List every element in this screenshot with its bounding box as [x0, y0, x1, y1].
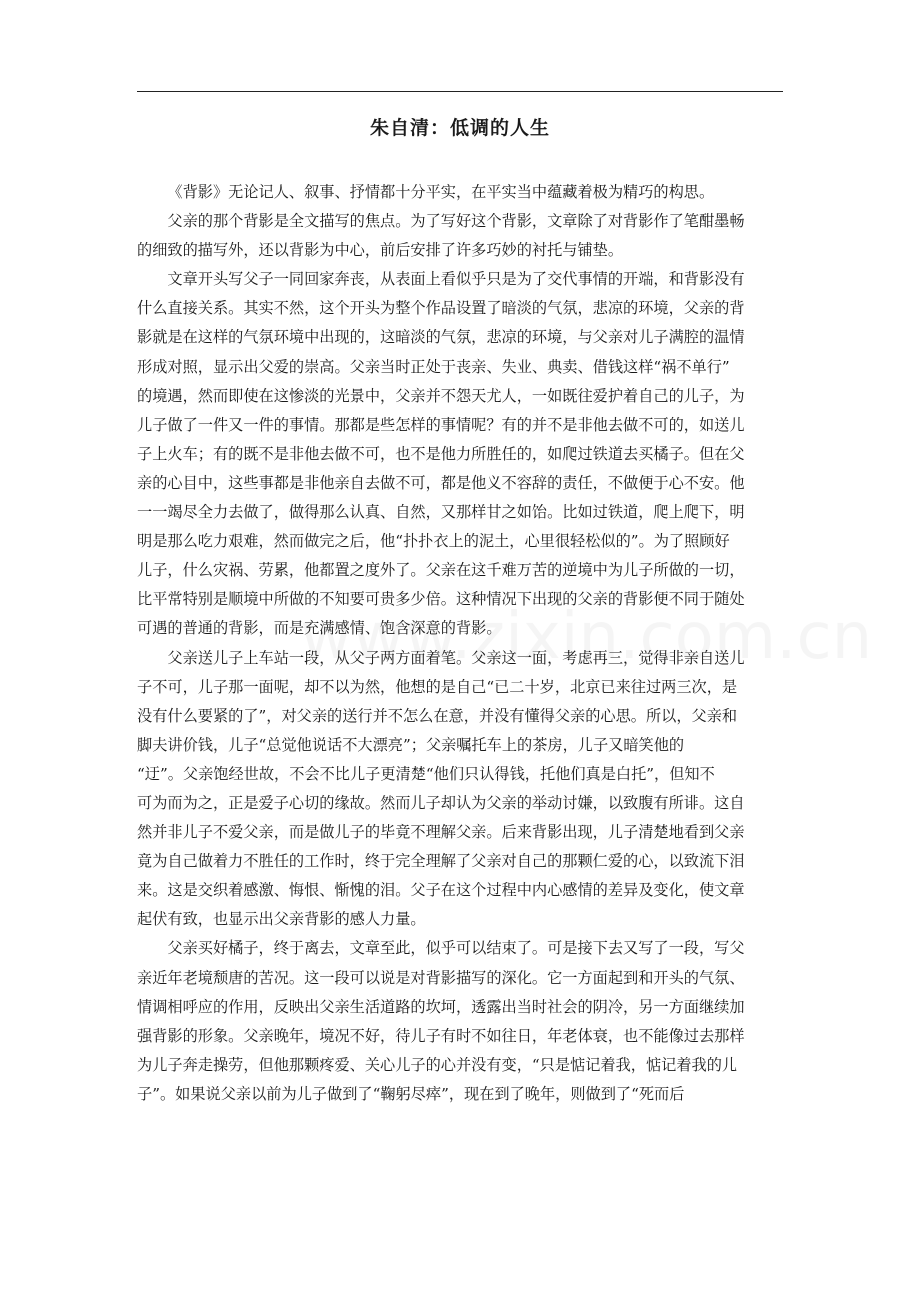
text-line: 情调相呼应的作用，反映出父亲生活道路的坎坷，透露出当时社会的阴冷，另一方面继续加: [137, 997, 745, 1016]
text-line: 儿子做了一件又一件的事情。那都是些怎样的事情呢？有的并不是非他去做不可的，如送儿: [137, 415, 745, 434]
text-line: 可遇的普通的背影，而是充满感情、饱含深意的背影。: [137, 619, 502, 638]
text-line: 明是那么吃力艰难，然而做完之后，他“扑扑衣上的泥土，心里很轻松似的”。为了照顾好: [137, 532, 730, 551]
text-line: 为儿子奔走操劳，但他那颗疼爱、关心儿子的心并没有变，“只是惦记着我，惦记着我的儿: [137, 1055, 738, 1074]
text-line: 文章开头写父子一同回家奔丧，从表面上看似乎只是为了交代事情的开端，和背影没有: [167, 270, 745, 289]
page-title: 朱自清：低调的人生: [369, 117, 550, 139]
text-line: 强背影的形象。父亲晚年，境况不好，待儿子有时不如往日，年老体衰，也不能像过去那样: [137, 1026, 745, 1045]
text-line: 子上火车；有的既不是非他去做不可，也不是他力所胜任的，如爬过铁道去买橘子。但在父: [137, 444, 745, 463]
text-line: 的细致的描写外，还以背影为中心，前后安排了许多巧妙的衬托与铺垫。: [137, 241, 623, 260]
paragraph: [137, 644, 783, 935]
text-line: 形成对照，显示出父爱的崇高。父亲当时正处于丧亲、失业、典卖、借钱这样“祸不单行”: [137, 357, 730, 376]
text-line: 没有什么要紧的了”，对父亲的送行并不怎么在意，并没有懂得父亲的心思。所以，父亲和: [137, 706, 738, 725]
text-line: 比平常特别是顺境中所做的不知要可贵多少倍。这种情况下出现的父亲的背影便不同于随处: [137, 590, 745, 609]
text-line: 父亲送儿子上车站一段，从父子两方面着笔。父亲这一面，考虑再三，觉得非亲自送儿: [167, 648, 745, 667]
text-line: 父亲的那个背影是全文描写的焦点。为了写好这个背影，文章除了对背影作了笔酣墨畅: [167, 212, 745, 231]
text-line: “迂”。父亲饱经世故，不会不比儿子更清楚“他们只认得钱，托他们真是白托”，但知不: [137, 764, 715, 783]
text-line: 影就是在这样的气氛环境中出现的，这暗淡的气氛，悲凉的环境，与父亲对儿子满腔的温情: [137, 328, 745, 347]
text-line: 什么直接关系。其实不然，这个开头为整个作品设置了暗淡的气氛，悲凉的环境，父亲的背: [137, 299, 745, 318]
text-line: 亲近年老境颓唐的苦况。这一段可以说是对背影描写的深化。它一方面起到和开头的气氛、: [137, 968, 745, 987]
header-rule: [137, 91, 783, 92]
text-line: 可为而为之，正是爱子心切的缘故。然而儿子却认为父亲的举动讨嫌，以致腹有所诽。这自: [137, 793, 745, 812]
text-line: 儿子，什么灾祸、劳累，他都置之度外了。父亲在这千难万苦的逆境中为儿子所做的一切，: [137, 561, 745, 580]
text-line: 父亲买好橘子，终于离去，文章至此，似乎可以结束了。可是接下去又写了一段，写父: [167, 939, 745, 958]
text-line: 《背影》无论记人、叙事、抒情都十分平实，在平实当中蕴藏着极为精巧的构思。: [167, 183, 715, 201]
text-line: 来。这是交织着感激、悔恨、惭愧的泪。父子在这个过程中内心感情的差异及变化，使文章: [137, 881, 745, 900]
text-line: 亲的心目中，这些事都是非他亲自去做不可，都是他义不容辞的责任，不做便于心不安。他: [137, 473, 745, 492]
text-line: 子”。如果说父亲以前为儿子做到了“鞠躬尽瘁”，现在到了晚年，则做到了“死而后: [137, 1084, 685, 1103]
text-line: 脚夫讲价钱，儿子“总觉他说话不大漂亮”；父亲嘱托车上的茶房，儿子又暗笑他的: [137, 735, 685, 754]
paragraph: [137, 207, 783, 265]
article-body: [137, 178, 783, 1109]
text-line: 一一竭尽全力去做了，做得那么认真、自然，又那样甘之如饴。比如过铁道，爬上爬下，明: [137, 503, 745, 522]
text-line: 然并非儿子不爱父亲，而是做儿子的毕竟不理解父亲。后来背影出现，儿子清楚地看到父亲: [137, 823, 745, 842]
text-line: 的境遇，然而即使在这惨淡的光景中，父亲并不怨天尤人，一如既往爱护着自己的儿子，为: [137, 386, 745, 405]
text-line: 起伏有致，也显示出父亲背影的感人力量。: [137, 910, 426, 929]
text-line: 子不可，儿子那一面呢，却不以为然，他想的是自己“已二十岁，北京已来往过两三次，是: [137, 677, 738, 696]
text-line: 竟为自己做着力不胜任的工作时，终于完全理解了父亲对自己的那颗仁爱的心，以致流下泪: [137, 852, 745, 871]
paragraph: [137, 178, 783, 207]
paragraph: [137, 934, 783, 1109]
paragraph: [137, 265, 783, 643]
